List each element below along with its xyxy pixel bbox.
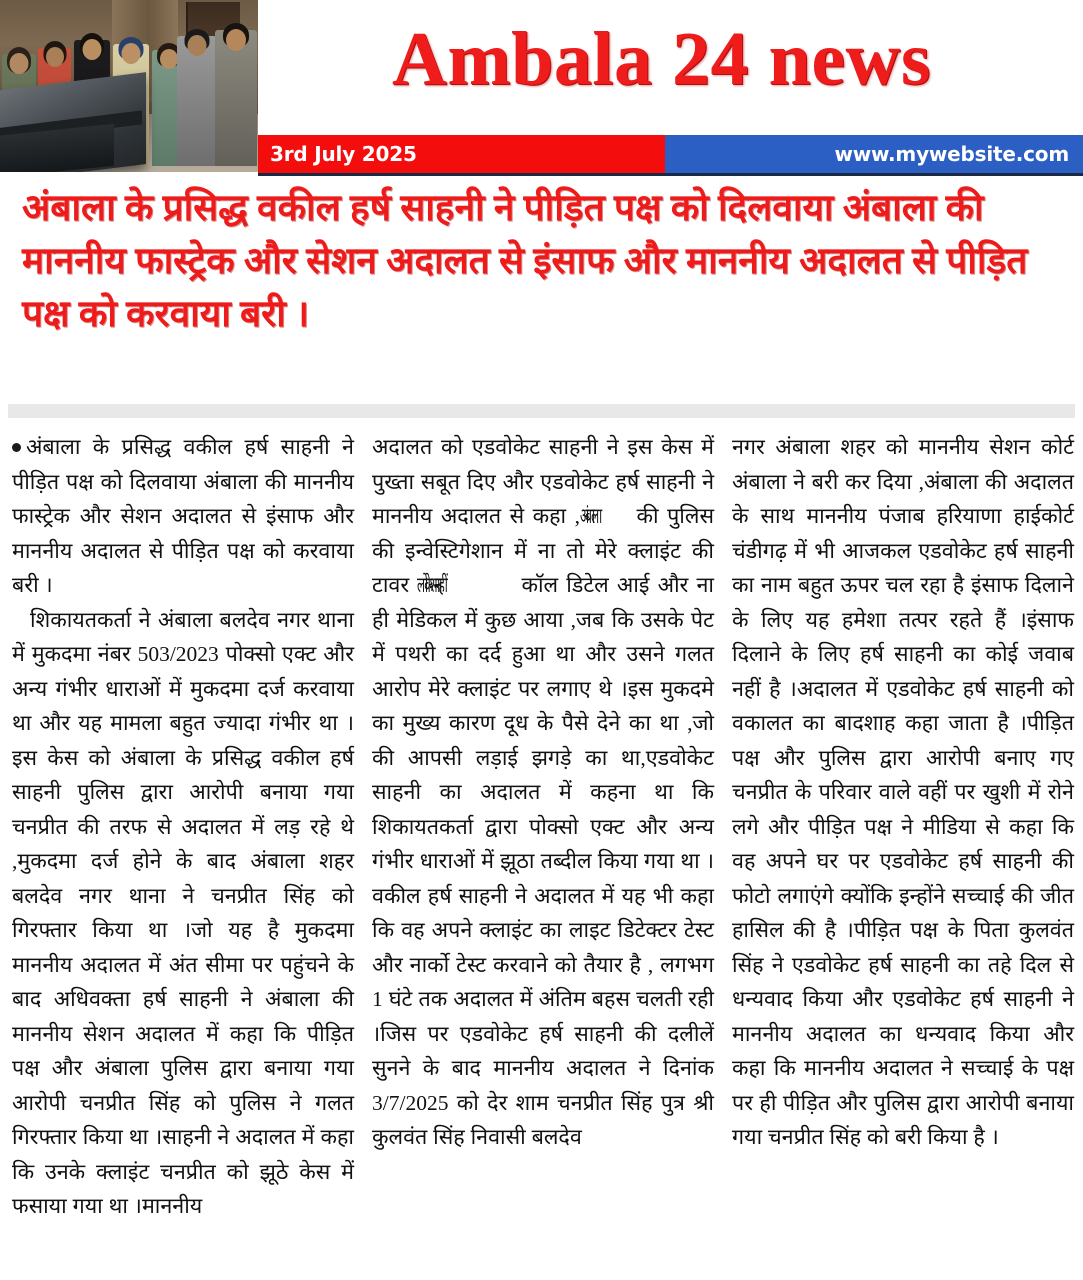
photo-person	[215, 30, 257, 166]
masthead-photo	[0, 0, 258, 172]
section-divider	[8, 404, 1075, 418]
photo-person-head	[10, 53, 29, 74]
masthead-logo-area	[258, 0, 1083, 135]
photo-person-head	[83, 39, 102, 60]
photo-person-head	[188, 35, 207, 56]
photo-person-head	[160, 49, 178, 69]
paragraph-text-b: की पुलिस की इन्वेस्टिगेशान में ना तो मेरे क्लाइंट की टावर	[372, 504, 714, 597]
photo-person-head	[122, 43, 141, 64]
newspaper-title: Ambala 24 news	[391, 17, 932, 101]
bullet-icon	[12, 443, 21, 452]
masthead	[0, 0, 1083, 175]
paragraph-text: अंबाला के प्रसिद्ध वकील हर्ष साहनी ने पीड़ित पक्ष को दिलवाया अंबाला की माननीय फास्ट्रेक और सेशन अदालत से इंसाफ और माननीय अदालत से पीड़ित पक्ष को करवाया बरी ।	[12, 435, 354, 597]
overstruck-text-2: लोकेशन नहीं	[417, 573, 445, 597]
overstruck-text-1: अंबाला	[580, 504, 599, 528]
paragraph	[372, 430, 714, 1155]
ribbon-date-bar	[258, 135, 665, 173]
publication-date: 3rd July 2025	[270, 142, 417, 166]
paragraph-lead	[12, 430, 354, 603]
photo-scene	[0, 0, 258, 172]
article-column-2	[372, 430, 714, 1224]
ribbon-underline	[258, 173, 1083, 176]
article-headline: अंबाला के प्रसिद्ध वकील हर्ष साहनी ने पीड़ित पक्ष को दिलवाया अंबाला की माननीय फास्ट्रेक और सेशन अदालत से इंसाफ और माननीय अदालत से पीड़ित पक्ष को करवाया बरी ।	[22, 188, 1028, 335]
paragraph-text-c: कॉल डिटेल आई और ना ही मेडिकल में कुछ आया ,जब कि उसके पेट में पथरी का दर्द हुआ था और उसने गलत आरोप मेरे क्लाइंट पर लगाए थे ।इस मुकदमे का मुख्य कारण दूध के पैसे देने का था ,जो की आपसी लड़ाई झगड़े का था,एडवोकेट साहनी का अदालत में कहना था कि शिकायतकर्ता द्वारा पोक्सो एक्ट और अन्य गंभीर धाराओं में झूठा तब्दील किया गया था ।वकील हर्ष साहनी ने अदालत में यह भी कहा कि वह अपने क्लाइंट का लाइट डिटेक्टर टेस्ट और नार्को टेस्ट करवाने को तैयार है , लगभग 1 घंटे तक अदालत में अंतिम बहस चलती रही ।जिस पर एडवोकेट हर्ष साहनी की दलीलें सुनने के बाद माननीय अदालत ने दिनांक 3/7/2025 को देर शाम चनप्रीत सिंह पुत्र श्री कुलवंत सिंह निवासी बलदेव	[372, 573, 715, 1149]
paragraph: नगर अंबाला शहर को माननीय सेशन कोर्ट अंबाला ने बरी कर दिया ,अंबाला की अदालत के साथ माननीय पंजाब हरियाणा हाईकोर्ट चंडीगढ़ में भी आजकल एडवोकेट हर्ष साहनी का नाम बहुत ऊपर चल रहा है इंसाफ दिलाने के लिए यह हमेशा तत्पर रहते हैं ।इंसाफ दिलाने के लिए हर्ष साहनी का कोई जवाब नहीं है ।अदालत में एडवोकेट हर्ष साहनी को वकालत का बादशाह कहा जाता है ।पीड़ित पक्ष और पुलिस द्वारा आरोपी बनाए गए चनप्रीत के परिवार वाले वहीं पर खुशी में रोने लगे और पीड़ित पक्ष ने मीडिया से कहा कि वह अपने घर पर एडवोकेट हर्ष साहनी की फोटो लगाएंगे क्योंकि इन्होंने सच्चाई की जीत हासिल की है ।पीड़ित पक्ष के पिता कुलवंत सिंह ने एडवोकेट हर्ष साहनी का तहे दिल से धन्यवाद किया और एडवोकेट हर्ष साहनी ने माननीय अदालत का धन्यवाद किया और कहा कि माननीय अदालत ने सच्चाई के पक्ष पर ही पीड़ित और पुलिस द्वारा आरोपी बनाया गया चनप्रीत सिंह को बरी किया है ।	[732, 435, 1074, 1149]
website-url[interactable]: www.mywebsite.com	[834, 142, 1069, 166]
article-column-1	[12, 430, 354, 1224]
photo-person-head	[46, 47, 64, 67]
ribbon-website-bar	[665, 135, 1083, 173]
article-column-3	[732, 430, 1074, 1224]
article-columns	[12, 430, 1074, 1224]
paragraph-text-a: अदालत को एडवोकेट साहनी ने इस केस में पुख्ता सबूत दिए और एडवोकेट हर्ष साहनी ने माननीय अदालत से कहा ,	[372, 435, 714, 528]
paragraph: शिकायतकर्ता ने अंबाला बलदेव नगर थाना में मुकदमा नंबर 503/2023 पोक्सो एक्ट और अन्य गंभीर धाराओं में मुकदमा दर्ज करवाया था और यह मामला बहुत ज्यादा गंभीर था ।इस केस को अंबाला के प्रसिद्ध वकील हर्ष साहनी पुलिस द्वारा आरोपी बनाया गया चनप्रीत की तरफ से अदालत में लड़ रहे थे ,मुकदमा दर्ज होने के बाद अंबाला शहर बलदेव नगर थाना ने चनप्रीत सिंह को गिरफ्तार किया था ।जो यह है मुकदमा माननीय अदालत में अंत सीमा पर पहुंचने के बाद अधिवक्ता हर्ष साहनी ने अंबाला की माननीय सेशन अदालत में कहा कि पीड़ित पक्ष और अंबाला पुलिस द्वारा बनाया गया आरोपी चनप्रीत सिंह को पुलिस ने गलत गिरफ्तार किया था ।साहनी ने अदालत में कहा कि उनके क्लाइंट चनप्रीत को झूठे केस में फसाया गया था ।माननीय	[12, 607, 354, 1218]
photo-person-head	[226, 29, 246, 51]
photo-person	[177, 36, 217, 166]
headline-block	[0, 182, 1083, 341]
masthead-ribbon	[258, 135, 1083, 173]
